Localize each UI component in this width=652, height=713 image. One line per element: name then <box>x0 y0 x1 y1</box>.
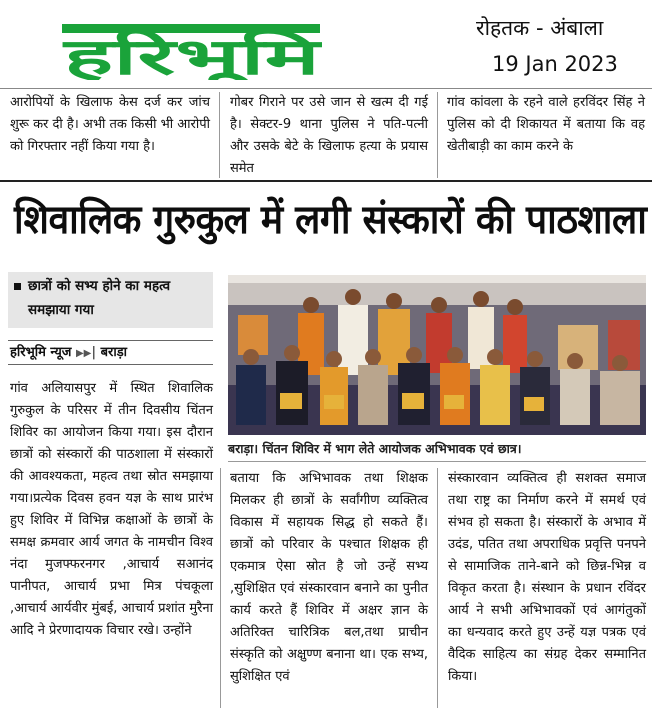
article-photo[interactable] <box>228 275 646 435</box>
previous-story-text-1: आरोपियों के खिलाफ केस दर्ज कर जांच शुरू कर दी है। अभी तक किसी भी आरोपी को गिरफ्तार नहीं किया गया है। <box>10 95 210 154</box>
caption-divider <box>228 461 646 462</box>
article-col-3 <box>448 468 646 688</box>
column-divider <box>219 92 220 178</box>
byline-rule-bottom <box>8 364 213 365</box>
column-divider <box>220 468 221 708</box>
edition-date: 19 Jan 2023 <box>492 52 618 76</box>
edition-name: रोहतक - अंबाला <box>476 16 604 40</box>
byline: हरिभूमि न्यूज ▶▶| बराड़ा <box>10 345 128 360</box>
article-text-2: बताया कि अभिभावक तथा शिक्षक मिलकर ही छात्रों के सर्वांगीण व्यक्तित्व विकास में सहायक सिद्ध हो सकते हैं। छात्रों को परिवार के पश्चात शिक्षक ही एकमात्र ऐसा स्रोत है जो उन्हें सभ्य ,सुशिक्षित एवं संस्कारवान बनाने का पुनीत कार्य करते हैं शिविर में अक्षर ज्ञान के अतिरिक्त चारित्रिक बल,तथा प्राचीन संस्कृति को अक्षुण्ण बनाना था। एक सभ्य, सुशिक्षित एवं <box>230 471 428 684</box>
photo-caption: बराड़ा। चिंतन शिविर में भाग लेते आयोजक अभिभावक एवं छात्र। <box>228 441 522 456</box>
double-arrow-icon: ▶▶ <box>75 348 92 359</box>
previous-story-col-2 <box>230 92 428 180</box>
previous-story-col-3 <box>447 92 645 158</box>
byline-place: बराड़ा <box>100 345 128 360</box>
photo-illustration <box>228 275 646 435</box>
previous-story-text-3: गांव कांवला के रहने वाले हरविंदर सिंह ने पुलिस को दी शिकायत में बताया कि वह खेतीबाड़ी का काम करने के <box>447 95 645 154</box>
previous-story-text-2: गोबर गिराने पर उसे जान से खत्म दी गई है। सेक्टर-9 थाना पुलिस ने पति-पत्नी और उसके बेटे के खिलाफ हत्या के प्रयास समेत <box>230 95 428 176</box>
column-divider <box>437 92 438 178</box>
logo-text: हरिभूमि <box>64 28 202 80</box>
masthead-divider <box>0 88 652 89</box>
article-text-3: संस्कारवान व्यक्तित्व ही सशक्त समाज तथा राष्ट्र का निर्माण करने में समर्थ एवं संभव हो सकता है। संस्कारों के अभाव में उदंड, पतित तथा अपराधिक प्रवृत्ति पनपने से सामाजिक ताने-बाने को छिन्न-भिन्न व विकृत करता है। संस्थान के प्रधान रविंदर आर्य ने सभी अभिभावकों एवं आगंतुकों का धन्यवाद करते हुए उन्हें यज्ञ पत्रक एवं वैदिक साहित्य का संग्रह देकर सम्मानित किया। <box>448 471 646 684</box>
article-col-1 <box>10 378 213 642</box>
byline-rule-top <box>8 340 213 341</box>
article-text-1: गांव अलियासपुर में स्थित शिवालिक गुरुकुल के परिसर में तीन दिवसीय चिंतन शिविर का आयोजन किया गया। इस दौरान छात्रों को संस्कारों की पाठशाला में संस्कारों की आवश्यकता, महत्व तथा स्रोत समझाया गया।प्रत्येक दिवस हवन यज्ञ के साथ प्रारंभ हुए शिविर में विभिन्न कक्षाओं के छात्रों के समक्ष क्रमवार आर्य जगत के नामचीन विश्व नंदा मुजफ्फरनगर ,आचार्य सआनंद पानीपत, आचार्य प्रभा मित्र पंचकूला ,आचार्य आर्यवीर मुंबई, आचार्य प्रशांत मुरैना आदि ने प्रेरणादायक विचार रखे। उन्होंने <box>10 381 213 638</box>
article-col-2 <box>230 468 428 688</box>
masthead <box>0 0 652 88</box>
article-subhead: छात्रों को सभ्य होने का महत्व समझाया गया <box>28 278 171 318</box>
story-divider <box>0 180 652 182</box>
byline-source: हरिभूमि न्यूज <box>10 345 72 360</box>
newspaper-logo[interactable] <box>62 18 322 80</box>
square-bullet-icon <box>14 283 21 290</box>
previous-story-col-1 <box>10 92 210 158</box>
logo-graphic <box>62 18 322 80</box>
column-divider <box>437 468 438 708</box>
article-headline: शिवालिक गुरुकुल में लगी संस्कारों की पाठशाला <box>14 197 647 243</box>
